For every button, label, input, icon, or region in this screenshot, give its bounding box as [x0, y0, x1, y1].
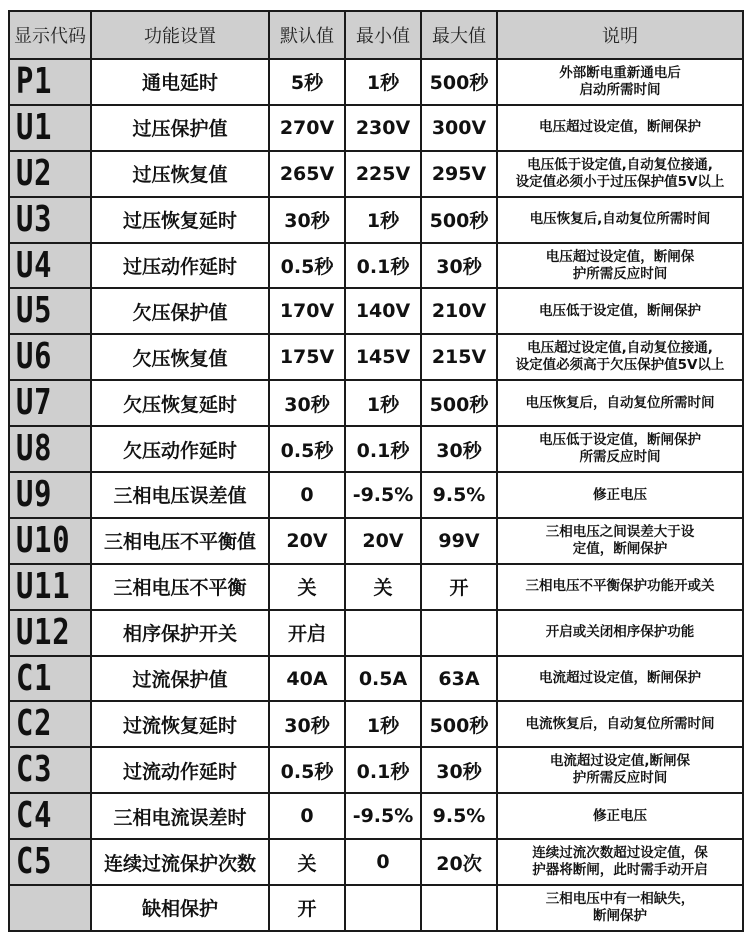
- code-cell: [9, 59, 91, 105]
- function-cell: 欠压保护值: [91, 288, 269, 334]
- code-cell: [9, 656, 91, 702]
- display-code: U2: [16, 152, 53, 194]
- description-line-1: 开启或关闭相序保护功能: [545, 624, 695, 641]
- default-cell: 0.5秒: [269, 243, 345, 289]
- description-line-1: 电压恢复后，自动复位所需时间: [525, 394, 715, 411]
- function-cell: 通电延时: [91, 59, 269, 105]
- table-row: [9, 747, 743, 793]
- max-cell: 99V: [421, 518, 497, 564]
- min-cell: 225V: [345, 151, 421, 197]
- description-line-2: 断闸保护: [593, 907, 647, 924]
- max-cell: 30秒: [421, 426, 497, 472]
- table-row: [9, 564, 743, 610]
- function-cell: 欠压恢复延时: [91, 380, 269, 426]
- display-code: U5: [16, 290, 53, 332]
- description-cell: [497, 426, 743, 472]
- table-row: [9, 243, 743, 289]
- description-cell: [497, 747, 743, 793]
- code-cell: [9, 380, 91, 426]
- table-body: [9, 59, 743, 931]
- table-row: [9, 59, 743, 105]
- default-cell: 270V: [269, 105, 345, 151]
- min-cell: [345, 885, 421, 931]
- description-line-1: 电流超过设定值，断闸保护: [539, 670, 701, 687]
- function-cell: 过流动作延时: [91, 747, 269, 793]
- description-cell: [497, 518, 743, 564]
- max-cell: 63A: [421, 656, 497, 702]
- code-cell: [9, 105, 91, 151]
- display-code: C1: [16, 657, 53, 699]
- description-cell: [497, 793, 743, 839]
- max-cell: 500秒: [421, 197, 497, 243]
- header-default: 默认值: [269, 11, 345, 59]
- code-cell: [9, 288, 91, 334]
- code-cell: [9, 243, 91, 289]
- max-cell: 9.5%: [421, 793, 497, 839]
- default-cell: 关: [269, 564, 345, 610]
- description-cell: [497, 839, 743, 885]
- display-code: C4: [16, 795, 53, 837]
- function-cell: 欠压动作延时: [91, 426, 269, 472]
- table-row: [9, 334, 743, 380]
- table-row: [9, 610, 743, 656]
- max-cell: 300V: [421, 105, 497, 151]
- function-cell: 三相电流误差时: [91, 793, 269, 839]
- min-cell: 1秒: [345, 701, 421, 747]
- function-cell: 相序保护开关: [91, 610, 269, 656]
- table-row: [9, 197, 743, 243]
- display-code: C3: [16, 749, 53, 791]
- description-line-1: 连续过流次数超过设定值，保: [532, 845, 708, 862]
- function-cell: 三相电压不平衡: [91, 564, 269, 610]
- code-cell: [9, 472, 91, 518]
- default-cell: 30秒: [269, 197, 345, 243]
- min-cell: 关: [345, 564, 421, 610]
- display-code: U3: [16, 198, 53, 240]
- description-line-1: 电压低于设定值，断闸保护: [539, 432, 701, 449]
- description-line-2: 设定值必须高于欠压保护值5V以上: [515, 357, 725, 374]
- description-line-2: 所需反应时间: [579, 449, 661, 466]
- function-cell: 过压保护值: [91, 105, 269, 151]
- description-line-1: 电压超过设定值，断闸保护: [539, 119, 701, 136]
- default-cell: 开: [269, 885, 345, 931]
- description-cell: [497, 564, 743, 610]
- display-code: C2: [16, 703, 53, 745]
- description-line-1: 三相电压中有一相缺失，: [545, 891, 695, 908]
- code-cell: [9, 839, 91, 885]
- display-code: U9: [16, 473, 53, 515]
- description-line-1: 三相电压不平衡保护功能开或关: [525, 578, 715, 595]
- min-cell: 0.5A: [345, 656, 421, 702]
- default-cell: 0.5秒: [269, 426, 345, 472]
- code-cell: [9, 151, 91, 197]
- display-code: U1: [16, 106, 53, 148]
- display-code: U10: [16, 519, 71, 561]
- table-row: [9, 885, 743, 931]
- min-cell: [345, 610, 421, 656]
- description-line-2: 定值，断闸保护: [572, 540, 668, 557]
- table-row: [9, 839, 743, 885]
- table-row: [9, 151, 743, 197]
- description-line-1: 电压超过设定值，断闸保: [545, 248, 695, 265]
- function-cell: 三相电压不平衡值: [91, 518, 269, 564]
- description-line-2: 护器将断闸，此时需手动开启: [532, 862, 708, 879]
- code-cell: [9, 747, 91, 793]
- min-cell: 1秒: [345, 197, 421, 243]
- table-header-row: [9, 11, 743, 59]
- max-cell: 210V: [421, 288, 497, 334]
- max-cell: 500秒: [421, 380, 497, 426]
- max-cell: 20次: [421, 839, 497, 885]
- max-cell: 215V: [421, 334, 497, 380]
- min-cell: -9.5%: [345, 793, 421, 839]
- description-cell: [497, 243, 743, 289]
- table-row: [9, 472, 743, 518]
- description-cell: [497, 59, 743, 105]
- max-cell: 9.5%: [421, 472, 497, 518]
- description-line-1: 电流超过设定值,断闸保: [549, 753, 691, 770]
- max-cell: 500秒: [421, 701, 497, 747]
- header-function: 功能设置: [91, 11, 269, 59]
- min-cell: 1秒: [345, 59, 421, 105]
- default-cell: 30秒: [269, 701, 345, 747]
- header-max: 最大值: [421, 11, 497, 59]
- default-cell: 0: [269, 472, 345, 518]
- header-min: 最小值: [345, 11, 421, 59]
- min-cell: 0.1秒: [345, 426, 421, 472]
- header-code: 显示代码: [9, 11, 91, 59]
- description-line-1: 修正电压: [593, 807, 647, 824]
- default-cell: 开启: [269, 610, 345, 656]
- code-cell: [9, 518, 91, 564]
- default-cell: 30秒: [269, 380, 345, 426]
- default-cell: 175V: [269, 334, 345, 380]
- code-cell: [9, 564, 91, 610]
- description-line-1: 修正电压: [593, 486, 647, 503]
- description-cell: [497, 656, 743, 702]
- table-row: [9, 518, 743, 564]
- function-cell: 三相电压误差值: [91, 472, 269, 518]
- description-line-1: 电压恢复后,自动复位所需时间: [529, 211, 711, 228]
- code-cell: [9, 334, 91, 380]
- max-cell: 30秒: [421, 747, 497, 793]
- function-cell: 欠压恢复值: [91, 334, 269, 380]
- code-cell: [9, 426, 91, 472]
- min-cell: 1秒: [345, 380, 421, 426]
- function-cell: 缺相保护: [91, 885, 269, 931]
- description-line-1: 电压低于设定值,自动复位接通,: [527, 156, 713, 173]
- min-cell: 20V: [345, 518, 421, 564]
- description-cell: [497, 610, 743, 656]
- description-line-1: 电压超过设定值,自动复位接通,: [527, 340, 713, 357]
- code-cell: [9, 701, 91, 747]
- function-cell: 连续过流保护次数: [91, 839, 269, 885]
- min-cell: 230V: [345, 105, 421, 151]
- description-cell: [497, 151, 743, 197]
- default-cell: 265V: [269, 151, 345, 197]
- min-cell: 140V: [345, 288, 421, 334]
- code-cell: [9, 610, 91, 656]
- function-cell: 过流恢复延时: [91, 701, 269, 747]
- code-cell: [9, 197, 91, 243]
- default-cell: 5秒: [269, 59, 345, 105]
- display-code: U11: [16, 565, 71, 607]
- default-cell: 40A: [269, 656, 345, 702]
- description-line-2: 护所需反应时间: [572, 265, 668, 282]
- function-cell: 过压恢复值: [91, 151, 269, 197]
- max-cell: 30秒: [421, 243, 497, 289]
- max-cell: [421, 885, 497, 931]
- display-code: U4: [16, 244, 53, 286]
- display-code: U8: [16, 428, 53, 470]
- description-line-1: 外部断电重新通电后: [559, 65, 681, 82]
- description-cell: [497, 288, 743, 334]
- default-cell: 20V: [269, 518, 345, 564]
- table-row: [9, 288, 743, 334]
- max-cell: 500秒: [421, 59, 497, 105]
- default-cell: 0.5秒: [269, 747, 345, 793]
- table-row: [9, 105, 743, 151]
- description-line-2: 设定值必须小于过压保护值5V以上: [515, 173, 725, 190]
- description-cell: [497, 105, 743, 151]
- display-code: U7: [16, 382, 53, 424]
- max-cell: 开: [421, 564, 497, 610]
- display-code: C5: [16, 841, 53, 883]
- default-cell: 关: [269, 839, 345, 885]
- min-cell: 0.1秒: [345, 243, 421, 289]
- code-cell: [9, 885, 91, 931]
- description-line-1: 电压低于设定值，断闸保护: [539, 302, 701, 319]
- default-cell: 170V: [269, 288, 345, 334]
- description-cell: [497, 197, 743, 243]
- description-cell: [497, 701, 743, 747]
- header-description: 说明: [497, 11, 743, 59]
- table-row: [9, 656, 743, 702]
- display-code: U6: [16, 336, 53, 378]
- description-line-1: 三相电压之间误差大于设: [545, 523, 695, 540]
- description-line-2: 护所需反应时间: [572, 770, 668, 787]
- function-cell: 过流保护值: [91, 656, 269, 702]
- parameter-settings-table: [8, 10, 744, 932]
- min-cell: -9.5%: [345, 472, 421, 518]
- max-cell: [421, 610, 497, 656]
- table-row: [9, 380, 743, 426]
- description-cell: [497, 380, 743, 426]
- max-cell: 295V: [421, 151, 497, 197]
- description-cell: [497, 885, 743, 931]
- function-cell: 过压恢复延时: [91, 197, 269, 243]
- description-cell: [497, 472, 743, 518]
- code-cell: [9, 793, 91, 839]
- min-cell: 0: [345, 839, 421, 885]
- min-cell: 145V: [345, 334, 421, 380]
- function-cell: 过压动作延时: [91, 243, 269, 289]
- display-code: U12: [16, 611, 71, 653]
- min-cell: 0.1秒: [345, 747, 421, 793]
- default-cell: 0: [269, 793, 345, 839]
- description-line-2: 启动所需时间: [579, 81, 661, 98]
- table-row: [9, 426, 743, 472]
- description-line-1: 电流恢复后，自动复位所需时间: [525, 715, 715, 732]
- table-row: [9, 701, 743, 747]
- table-row: [9, 793, 743, 839]
- description-cell: [497, 334, 743, 380]
- display-code: P1: [16, 60, 53, 102]
